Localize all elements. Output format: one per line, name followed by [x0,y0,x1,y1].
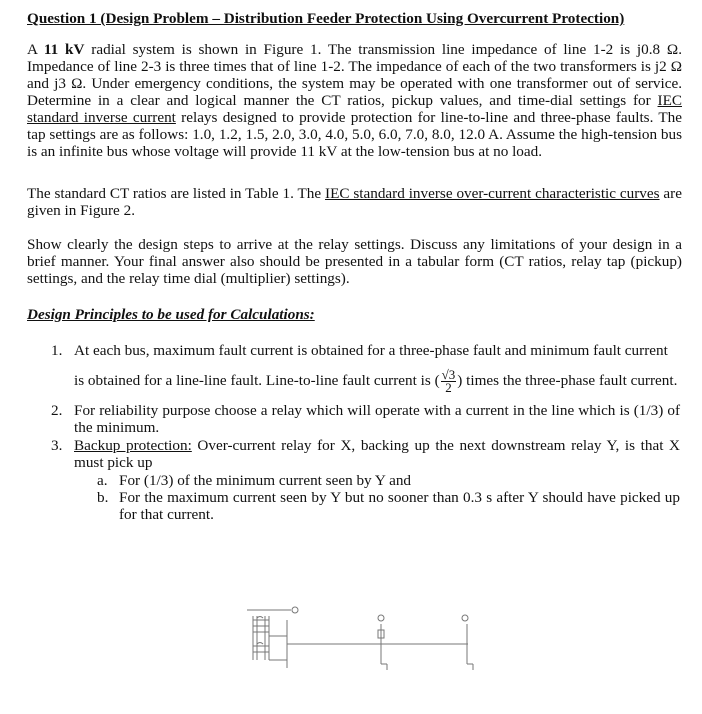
list-text: For reliability purpose choose a relay which will operate with a current in the line which is (1/3) of the minimum. [74,402,680,436]
principles-heading: Design Principles to be used for Calculations: [27,306,315,323]
ct-ratio-paragraph [27,185,682,219]
list-number: 1. [51,342,63,359]
fraction-numerator: √3 [441,367,456,382]
sub-list-text: For the maximum current seen by Y but no sooner than 0.3 s after Y should have picked up for that current. [119,489,680,523]
bus-3-breaker [462,615,473,670]
transformer-bank [247,607,298,668]
backup-protection-text: Over-current relay for X, backing up the next downstream relay Y, is that X must pick up [74,437,681,471]
instructions-paragraph: Show clearly the design steps to arrive at the relay settings. Discuss any limitations of your design in a brief manner. Your final answer also should be presented in a tabular form (CT ratios, relay tap (pickup) settings, and the relay time dial (multiplier) settings). [27,236,682,287]
iec-standard-link[interactable]: IEC standard inverse current [27,92,682,126]
sqrt3-over-2-fraction [441,369,457,394]
p1-text-a: radial system is shown in Figure 1. The transmission line impedance of line 1-2 is j0.8 Ω. Impedance of line 2-3 is three times that of line 1-2. The impedance of each of the two transformers is j2 Ω and j3 Ω. Under emergency conditions, the system may be operated with one transformer out of service. Determine in a clear and logical manner the CT ratios, pickup values, and time-dial settings for [27,41,683,109]
p2-lead: The standard CT ratios are listed in Table 1. The [27,185,326,202]
backup-protection-label: Backup protection: [74,437,192,454]
p1-text-b: relays designed to provide protection for line-to-line and three-phase faults. The tap settings are as follows: 1.0, 1.2, 1.5, 2.0, 3.0, 4.0, 5.0, 6.0, 7.0, 8.0, 12.0 A. Assume the high-tension bus is an infinite bus whose voltage will provide 11 kV at the low-tension bus at no load. [27,109,683,160]
list-number: 3. [51,437,63,454]
sub-list-letter: b. [97,489,109,506]
fraction-denominator: 2 [445,380,452,395]
item1-line1: At each bus, maximum fault current is obtained for a three-phase fault and minimum fault current [74,342,668,359]
item1-line2-a: is obtained for a line-line fault. Line-to-line fault current is ( [74,371,440,389]
problem-paragraph [27,41,682,160]
item1-line2 [74,369,680,394]
list-text [74,342,680,394]
list-text [74,437,680,471]
voltage-rating: 11 kV [43,41,85,58]
question-title: Question 1 (Design Problem – Distribution Feeder Protection Using Overcurrent Protection) [27,10,625,27]
iec-curves-link[interactable]: IEC standard inverse over-current characteristic curves [325,185,660,202]
bus-2-breaker [378,615,387,670]
list-number: 2. [51,402,63,419]
p1-lead: A [27,41,44,58]
item1-line2-b: ) times the three-phase fault current. [457,371,678,389]
sub-list-text: For (1/3) of the minimum current seen by Y and [119,472,412,489]
p2-rest: are given in Figure 2. [27,185,682,219]
one-line-diagram [243,600,483,670]
sub-list-letter: a. [97,472,108,489]
